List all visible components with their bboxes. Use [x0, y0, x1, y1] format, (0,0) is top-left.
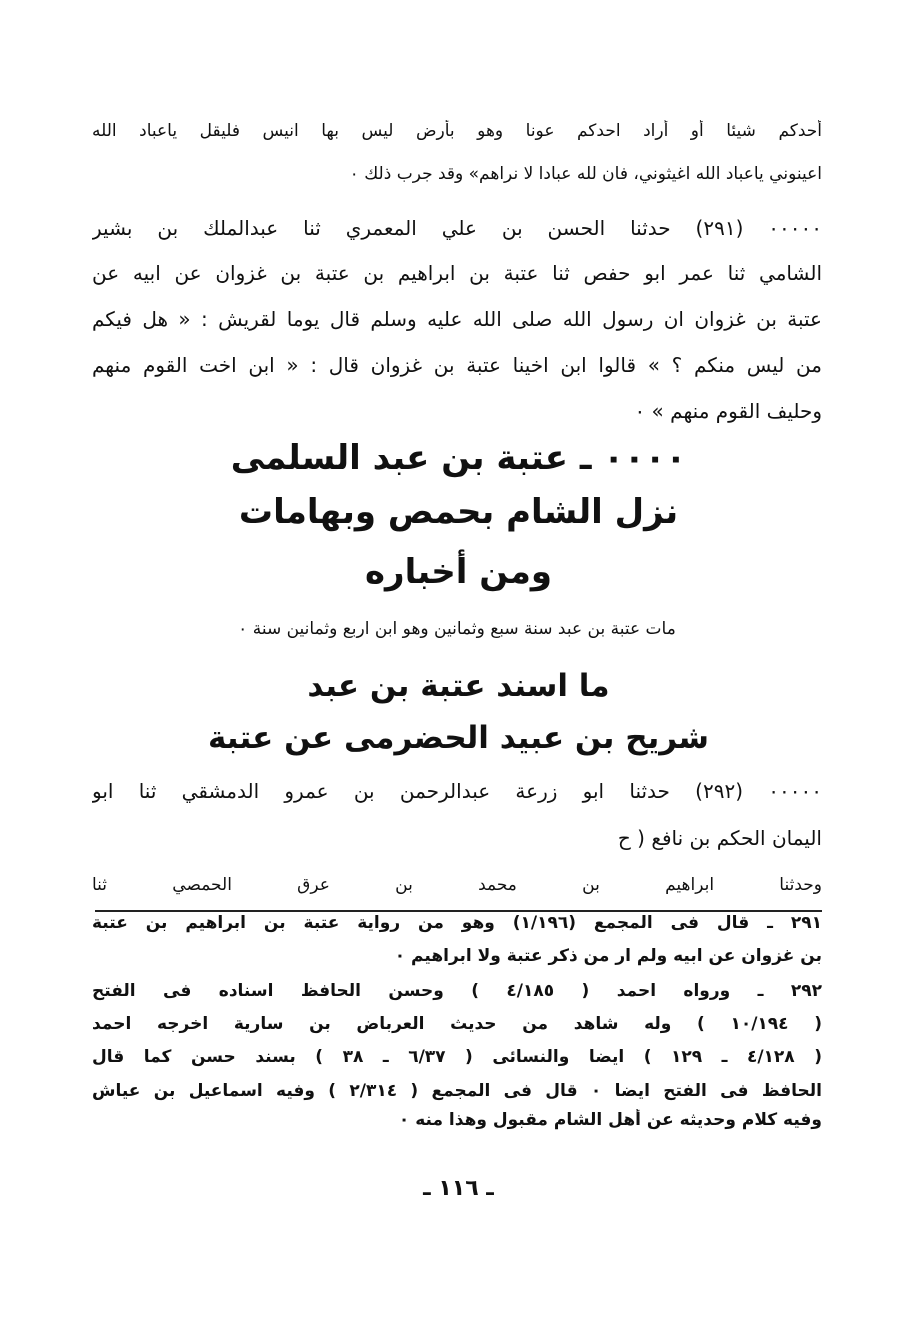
isnad-heading: ما اسند عتبة بن عبد — [307, 668, 610, 704]
text-line: الشامي ثنا عمر ابو حفص ثنا عتبة بن ابراهيم بن عتبة بن غزوان عن ابيه عن — [92, 261, 822, 285]
text-line: اليمان الحكم بن نافع ( ح — [617, 826, 822, 850]
text-line: وحليف القوم منهم » ٠ — [634, 399, 822, 423]
section-subtitle: نزل الشام بحمص وبهامات — [238, 492, 679, 532]
footnote-line: بن غزوان عن ابيه ولم ار من ذكر عتبة ولا ابراهيم ٠ — [394, 946, 822, 966]
footnote-line: الحافظ فى الفتح ايضا ٠ قال فى المجمع ( ٢/٣١٤ ) وفيه اسماعيل بن عياش — [92, 1081, 822, 1101]
text-line: ٠٠٠٠٠ (٢٩١) حدثنا الحسن بن علي المعمري ثنا عبدالملك بن بشير — [92, 216, 822, 240]
section-title: ٠٠٠٠ ـ عتبة بن عبد السلمى — [230, 438, 687, 478]
text-line: أحدكم شيئا أو أراد احدكم عونا وهو بأرض ليس بها انيس فليقل ياعباد الله — [92, 121, 822, 141]
text-line: وحدثنا ابراهيم بن محمد بن عرق الحمصي ثنا — [92, 875, 822, 895]
page-number: ـ ١١٦ ـ — [423, 1176, 494, 1201]
text-line: مات عتبة بن عبد سنة سبع وثمانين وهو ابن اربع وثمانين سنة ٠ — [238, 619, 676, 639]
footnote-line: ٢٩٢ ـ ورواه احمد ( ٤/١٨٥ ) وحسن الحافظ اسناده فى الفتح — [92, 981, 822, 1001]
footnote-line: ( ١٠/١٩٤ ) وله شاهد من حديث العرباض بن سارية اخرجه احمد — [92, 1014, 822, 1034]
text-line: من ليس منكم ؟ » قالوا ابن اخينا عتبة بن غزوان قال : « ابن اخت القوم منهم — [92, 353, 822, 377]
footnote-line: ٢٩١ ـ قال فى المجمع (١/١٩٦) وهو من رواية عتبة بن ابراهيم بن عتبة — [92, 913, 822, 933]
text-line: اعينوني ياعباد الله اغيثوني، فان لله عبادا لا نراهم» وقد جرب ذلك ٠ — [349, 164, 822, 184]
isnad-heading: شريح بن عبيد الحضرمى عن عتبة — [208, 720, 709, 756]
footnote-line: وفيه كلام وحديثه عن أهل الشام مقبول وهذا منه ٠ — [398, 1110, 822, 1130]
footnote-line: ( ٤/١٢٨ ـ ١٢٩ ) ايضا والنسائى ( ٦/٣٧ ـ ٣٨ ) بسند حسن كما قال — [92, 1047, 822, 1067]
text-line: عتبة بن غزوان ان رسول الله صلى الله عليه وسلم قال يوما لقريش : « هل فيكم — [92, 307, 822, 331]
section-subtitle: ومن أخباره — [364, 552, 553, 592]
text-line: ٠٠٠٠٠ (٢٩٢) حدثنا ابو زرعة عبدالرحمن بن عمرو الدمشقي ثنا ابو — [92, 779, 822, 803]
